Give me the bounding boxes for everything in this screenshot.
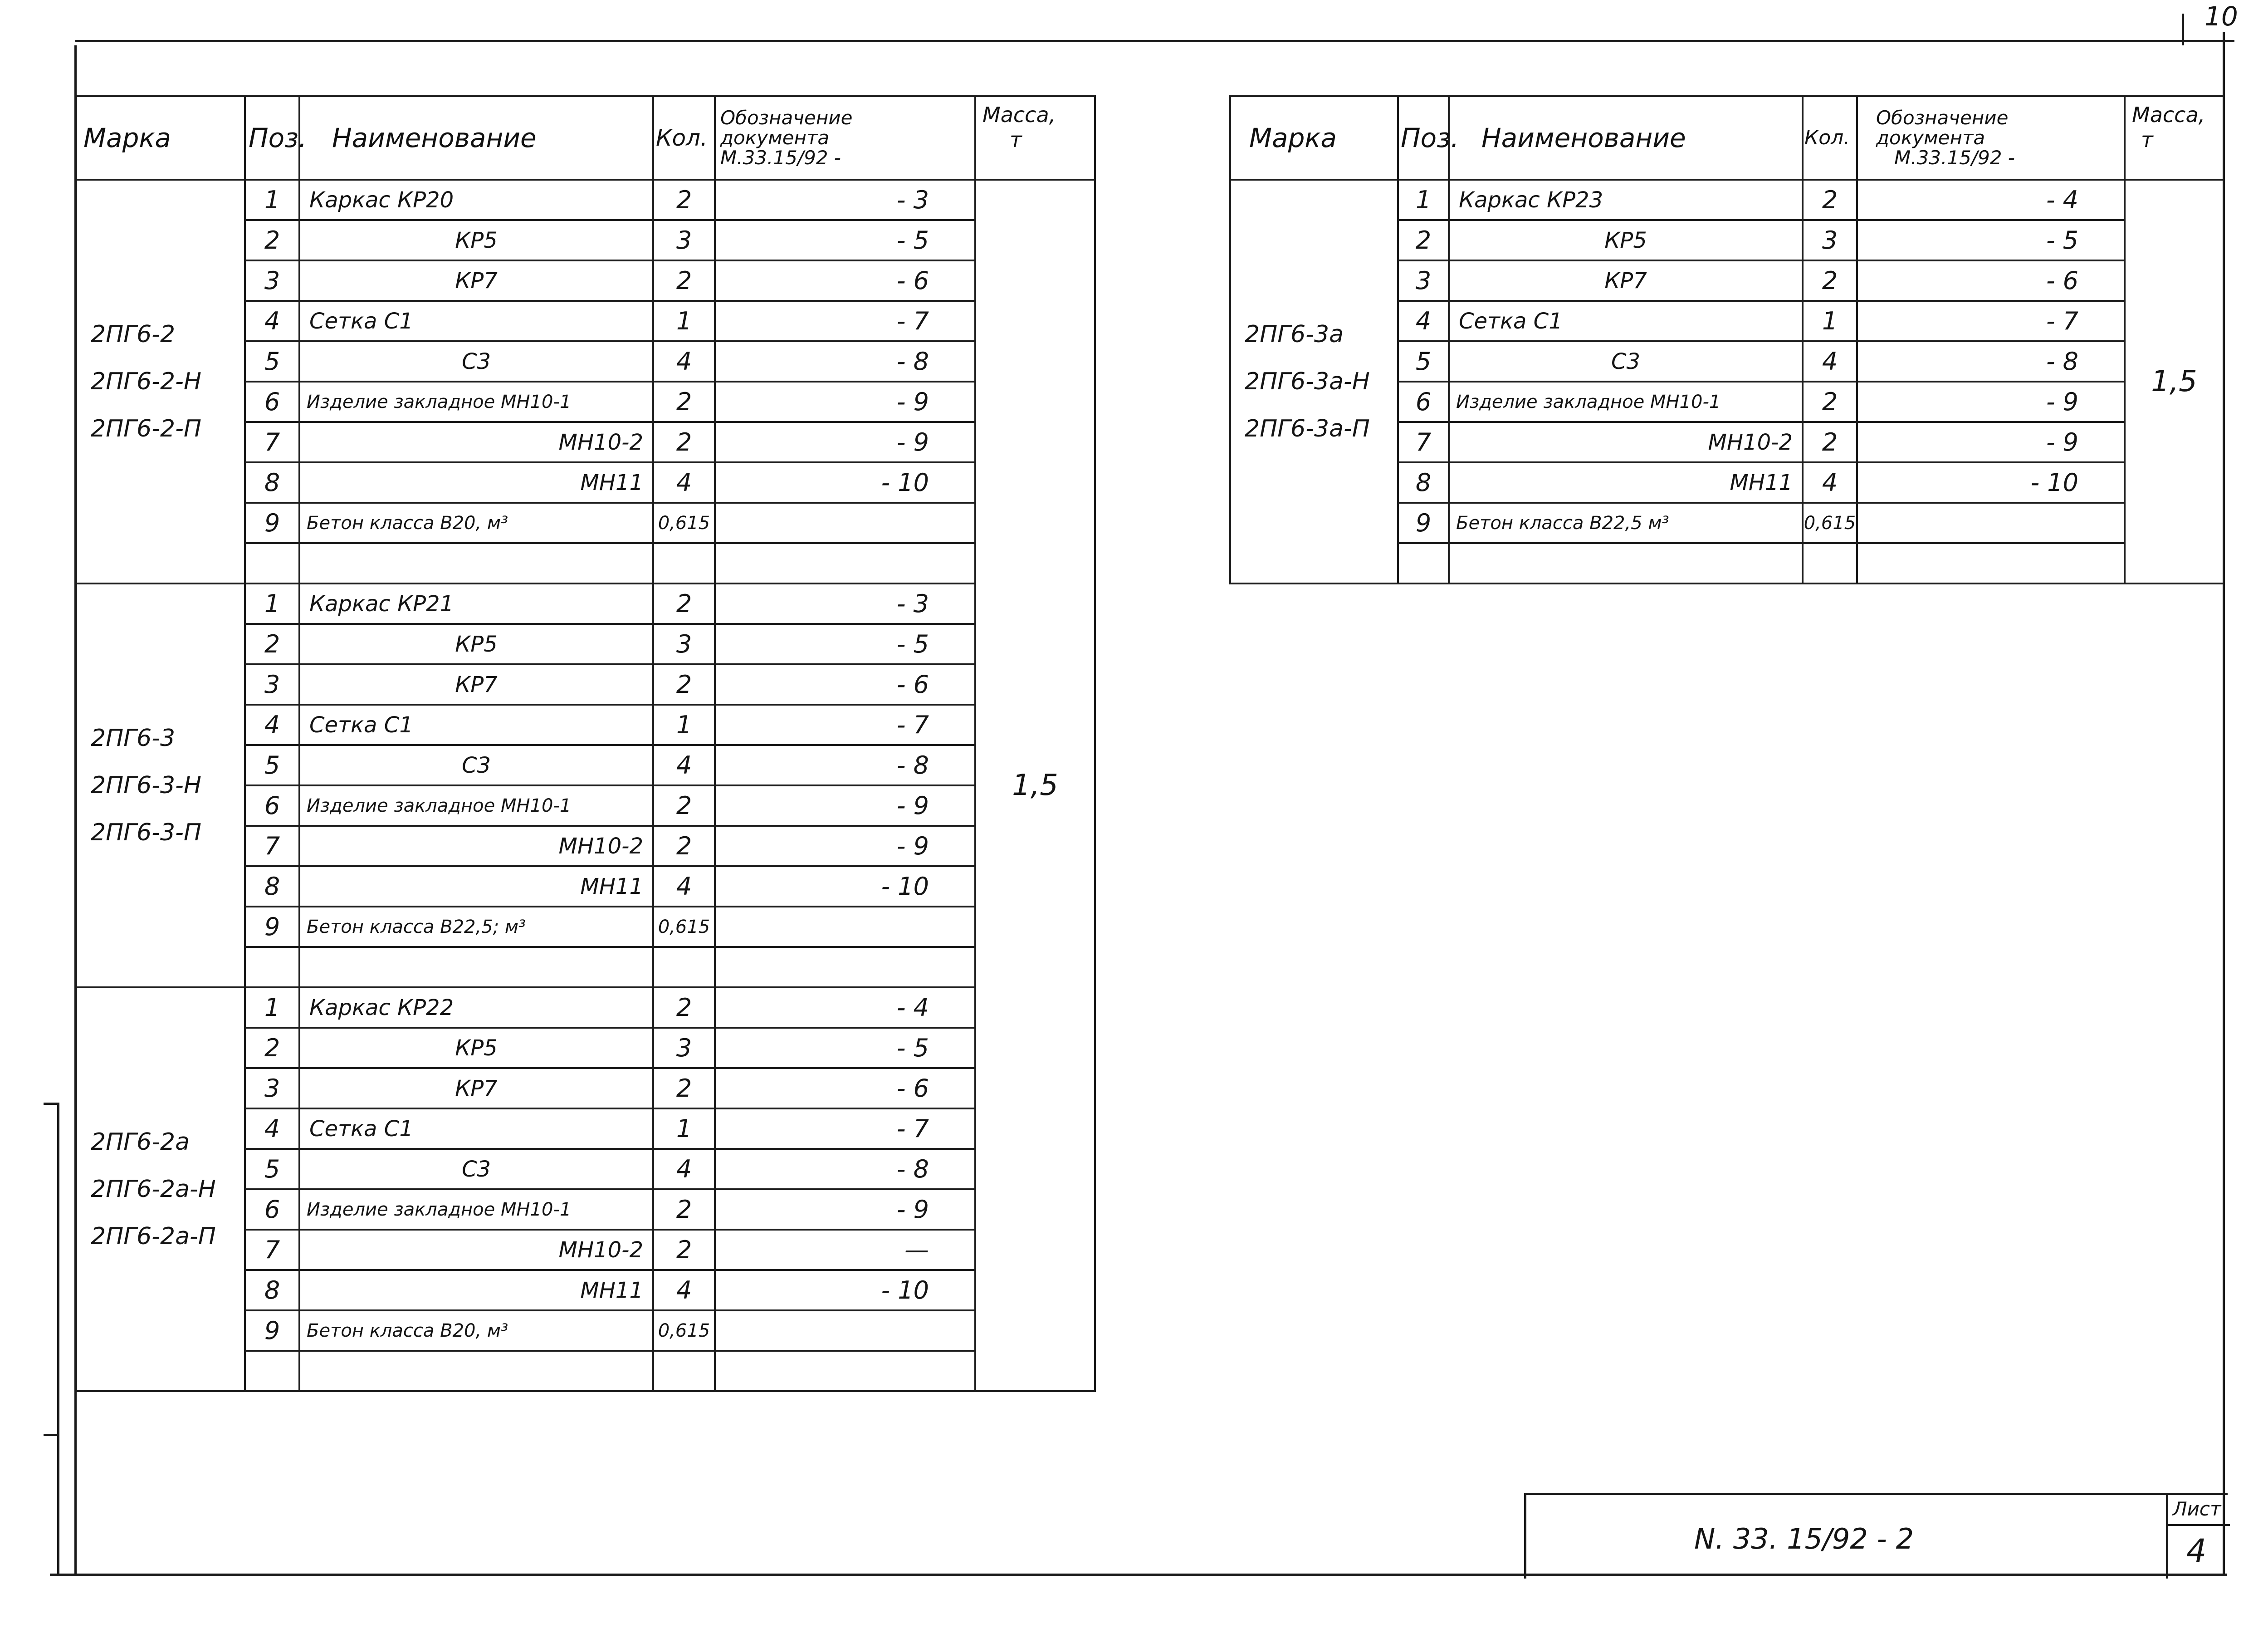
name-cell: Сетка С1 (299, 1108, 653, 1149)
corner-sheet-number: 10 (2204, 1, 2238, 32)
qty-cell: 2 (1803, 382, 1857, 422)
doc-cell: - 5 (715, 624, 975, 664)
pos-cell: 1 (1398, 180, 1449, 220)
qty-cell: 1 (1803, 301, 1857, 341)
qty-cell: 2 (653, 664, 715, 705)
doc-cell: - 8 (715, 1149, 975, 1189)
doc-cell: - 10 (715, 866, 975, 907)
doc-cell: - 8 (715, 745, 975, 785)
pos-cell: 2 (245, 624, 299, 664)
pos-cell: 6 (245, 785, 299, 826)
doc-cell: - 9 (715, 382, 975, 422)
table-row (76, 584, 1095, 624)
sheet-cell-divider (2168, 1524, 2230, 1526)
name-cell: Бетон класса В20, м³ (299, 1310, 653, 1351)
qty-cell: 1 (653, 301, 715, 341)
pos-cell: 7 (245, 422, 299, 462)
qty-cell: 2 (1803, 180, 1857, 220)
doc-cell: - 7 (715, 301, 975, 341)
doc-cell: - 6 (715, 664, 975, 705)
doc-cell: - 5 (715, 220, 975, 260)
pos-cell: 7 (1398, 422, 1449, 462)
header-mass (2125, 96, 2224, 180)
pos-cell: 9 (245, 1310, 299, 1351)
sheet-label: Лист (2173, 1498, 2221, 1520)
pos-cell: 1 (245, 180, 299, 220)
name-cell: Изделие закладное МН10-1 (299, 1189, 653, 1230)
header-mass-line-1: Масса, (982, 103, 1056, 127)
qty-cell: 2 (1803, 422, 1857, 462)
doc-cell (1857, 503, 2125, 543)
mark-cell (76, 987, 245, 1391)
doc-cell (715, 503, 975, 543)
doc-cell: - 7 (715, 1108, 975, 1149)
doc-cell (715, 1310, 975, 1351)
mark-label: 2ПГ6-3а-Н (1245, 368, 1370, 395)
name-cell: МН11 (1449, 462, 1803, 503)
empty-cell (299, 1351, 653, 1391)
mark-label: 2ПГ6-2а-П (91, 1223, 216, 1250)
header-pos: Поз. (1398, 96, 1449, 180)
header-doc-line-1: Обозначение (720, 106, 853, 129)
name-cell: МН11 (299, 462, 653, 503)
qty-cell: 2 (653, 260, 715, 301)
pos-cell: 2 (245, 220, 299, 260)
mass-cell: 1,5 (975, 180, 1095, 1391)
qty-cell: 2 (653, 180, 715, 220)
header-mark: Марка (76, 96, 245, 180)
pos-cell: 9 (1398, 503, 1449, 543)
qty-cell: 0,615 (1803, 503, 1857, 543)
pos-cell: 4 (1398, 301, 1449, 341)
pos-cell: 8 (1398, 462, 1449, 503)
doc-cell: - 6 (715, 1068, 975, 1108)
name-cell: КР7 (299, 664, 653, 705)
mark-label: 2ПГ6-2-Н (91, 368, 201, 395)
header-mark: Марка (1230, 96, 1398, 180)
doc-cell: - 7 (715, 705, 975, 745)
doc-cell: - 7 (1857, 301, 2125, 341)
header-mass-line-2: т (1010, 127, 1022, 152)
document-code: N. 33. 15/92 - 2 (1694, 1522, 1914, 1555)
pos-cell: 8 (245, 462, 299, 503)
doc-cell: - 3 (715, 180, 975, 220)
empty-cell (1857, 543, 2125, 584)
header-doc (1857, 96, 2125, 180)
doc-cell: - 9 (1857, 382, 2125, 422)
pos-cell: 5 (245, 1149, 299, 1189)
header-mass-line-1: Масса, (2132, 103, 2205, 127)
qty-cell: 2 (1803, 260, 1857, 301)
mark-label: 2ПГ6-2-П (91, 415, 201, 442)
binding-bracket-mid (44, 1434, 59, 1436)
mark-cell (76, 180, 245, 584)
table-row (76, 180, 1095, 220)
qty-cell: 4 (653, 1149, 715, 1189)
mass-cell: 1,5 (2125, 180, 2224, 584)
empty-cell (715, 543, 975, 584)
doc-cell: - 10 (715, 462, 975, 503)
empty-cell (245, 543, 299, 584)
name-cell: Сетка С1 (299, 301, 653, 341)
pos-cell: 3 (1398, 260, 1449, 301)
qty-cell: 3 (653, 220, 715, 260)
pos-cell: 7 (245, 826, 299, 866)
header-doc (715, 96, 975, 180)
header-qty: Кол. (1803, 96, 1857, 180)
name-cell: КР5 (299, 1028, 653, 1068)
doc-cell (715, 907, 975, 947)
name-cell: Бетон класса В20, м³ (299, 503, 653, 543)
name-cell: Сетка С1 (299, 705, 653, 745)
pos-cell: 5 (1398, 341, 1449, 382)
doc-cell: - 8 (1857, 341, 2125, 382)
name-cell: Каркас КР23 (1449, 180, 1803, 220)
doc-cell: - 4 (1857, 180, 2125, 220)
table-row (1230, 180, 2224, 220)
name-cell: МН10-2 (299, 826, 653, 866)
qty-cell: 2 (653, 584, 715, 624)
empty-cell (653, 1351, 715, 1391)
qty-cell: 4 (653, 866, 715, 907)
pos-cell: 2 (1398, 220, 1449, 260)
pos-cell: 7 (245, 1230, 299, 1270)
name-cell: Сетка С1 (1449, 301, 1803, 341)
qty-cell: 2 (653, 987, 715, 1028)
mark-label: 2ПГ6-2 (91, 321, 176, 348)
name-cell: Изделие закладное МН10-1 (1449, 382, 1803, 422)
pos-cell: 8 (245, 1270, 299, 1310)
spec-table-left (75, 95, 1096, 1392)
qty-cell: 2 (653, 826, 715, 866)
doc-cell: - 9 (715, 1189, 975, 1230)
name-cell: С3 (1449, 341, 1803, 382)
empty-cell (715, 1351, 975, 1391)
header-doc-line-2: документа (1876, 126, 1985, 149)
header-row (76, 96, 1095, 180)
sheet-number: 4 (2186, 1532, 2207, 1569)
header-row (1230, 96, 2224, 180)
empty-cell (715, 947, 975, 987)
header-qty: Кол. (653, 96, 715, 180)
empty-cell (245, 1351, 299, 1391)
qty-cell: 0,615 (653, 1310, 715, 1351)
doc-cell: - 9 (715, 785, 975, 826)
qty-cell: 2 (653, 382, 715, 422)
header-mass-line-2: т (2141, 127, 2153, 152)
pos-cell: 3 (245, 664, 299, 705)
doc-cell: - 10 (715, 1270, 975, 1310)
empty-cell (245, 947, 299, 987)
pos-cell: 5 (245, 745, 299, 785)
empty-cell (653, 543, 715, 584)
doc-cell: - 6 (715, 260, 975, 301)
mark-label: 2ПГ6-3-Н (91, 772, 201, 799)
doc-cell: - 6 (1857, 260, 2125, 301)
name-cell: МН11 (299, 866, 653, 907)
name-cell: Бетон класса В22,5; м³ (299, 907, 653, 947)
doc-cell: - 4 (715, 987, 975, 1028)
empty-cell (1449, 543, 1803, 584)
header-name: Наименование (1449, 96, 1803, 180)
pos-cell: 3 (245, 1068, 299, 1108)
name-cell: КР5 (299, 220, 653, 260)
qty-cell: 2 (653, 1230, 715, 1270)
pos-cell: 3 (245, 260, 299, 301)
doc-cell: - 9 (1857, 422, 2125, 462)
mark-label: 2ПГ6-3а (1245, 321, 1344, 348)
pos-cell: 4 (245, 1108, 299, 1149)
empty-cell (1398, 543, 1449, 584)
binding-bracket-vertical (57, 1103, 59, 1576)
mark-label: 2ПГ6-3а-П (1245, 415, 1370, 442)
mark-label: 2ПГ6-2а (91, 1128, 190, 1156)
header-doc-line-2: документа (720, 126, 830, 149)
table-row (76, 987, 1095, 1028)
name-cell: Изделие закладное МН10-1 (299, 382, 653, 422)
doc-cell: - 3 (715, 584, 975, 624)
binding-bracket-top (44, 1103, 59, 1105)
qty-cell: 2 (653, 1189, 715, 1230)
pos-cell: 1 (245, 584, 299, 624)
empty-cell (1803, 543, 1857, 584)
name-cell: КР7 (299, 1068, 653, 1108)
mark-label: 2ПГ6-2а-Н (91, 1176, 216, 1203)
doc-cell: - 8 (715, 341, 975, 382)
name-cell: МН10-2 (299, 1230, 653, 1270)
qty-cell: 4 (1803, 462, 1857, 503)
qty-cell: 3 (653, 624, 715, 664)
qty-cell: 3 (1803, 220, 1857, 260)
name-cell: Каркас КР22 (299, 987, 653, 1028)
qty-cell: 3 (653, 1028, 715, 1068)
qty-cell: 2 (653, 1068, 715, 1108)
name-cell: Бетон класса В22,5 м³ (1449, 503, 1803, 543)
header-doc-line-1: Обозначение (1876, 106, 2009, 129)
pos-cell: 8 (245, 866, 299, 907)
empty-cell (299, 543, 653, 584)
name-cell: С3 (299, 1149, 653, 1189)
doc-cell: — (715, 1230, 975, 1270)
name-cell: МН10-2 (1449, 422, 1803, 462)
name-cell: МН10-2 (299, 422, 653, 462)
name-cell: С3 (299, 745, 653, 785)
title-block (1524, 1493, 2228, 1579)
name-cell: КР5 (299, 624, 653, 664)
empty-cell (653, 947, 715, 987)
name-cell: Каркас КР20 (299, 180, 653, 220)
pos-cell: 6 (245, 1189, 299, 1230)
name-cell: С3 (299, 341, 653, 382)
mark-cell (76, 584, 245, 987)
doc-cell: - 9 (715, 422, 975, 462)
pos-cell: 1 (245, 987, 299, 1028)
mark-cell (1230, 180, 1398, 584)
qty-cell: 1 (653, 1108, 715, 1149)
pos-cell: 6 (245, 382, 299, 422)
doc-cell: - 5 (1857, 220, 2125, 260)
pos-cell: 9 (245, 503, 299, 543)
pos-cell: 6 (1398, 382, 1449, 422)
frame-top-line (75, 40, 2234, 42)
name-cell: Каркас КР21 (299, 584, 653, 624)
mark-label: 2ПГ6-3 (91, 725, 176, 752)
spec-table-right (1229, 95, 2224, 584)
qty-cell: 0,615 (653, 907, 715, 947)
header-doc-line-3: М.33.15/92 - (1894, 147, 2015, 169)
header-doc-line-3: М.33.15/92 - (720, 147, 841, 169)
name-cell: Изделие закладное МН10-1 (299, 785, 653, 826)
qty-cell: 4 (653, 341, 715, 382)
empty-cell (299, 947, 653, 987)
qty-cell: 0,615 (653, 503, 715, 543)
header-name: Наименование (299, 96, 653, 180)
pos-cell: 9 (245, 907, 299, 947)
frame-corner-tick (2182, 14, 2184, 45)
qty-cell: 4 (653, 745, 715, 785)
qty-cell: 1 (653, 705, 715, 745)
name-cell: МН11 (299, 1270, 653, 1310)
doc-cell: - 5 (715, 1028, 975, 1068)
name-cell: КР7 (299, 260, 653, 301)
qty-cell: 4 (653, 462, 715, 503)
name-cell: КР7 (1449, 260, 1803, 301)
name-cell: КР5 (1449, 220, 1803, 260)
mark-label: 2ПГ6-3-П (91, 819, 201, 846)
pos-cell: 4 (245, 705, 299, 745)
sheet-number-cell (2166, 1495, 2230, 1579)
pos-cell: 5 (245, 341, 299, 382)
header-mass (975, 96, 1095, 180)
doc-cell: - 10 (1857, 462, 2125, 503)
qty-cell: 2 (653, 422, 715, 462)
qty-cell: 4 (1803, 341, 1857, 382)
pos-cell: 4 (245, 301, 299, 341)
qty-cell: 4 (653, 1270, 715, 1310)
qty-cell: 2 (653, 785, 715, 826)
doc-cell: - 9 (715, 826, 975, 866)
pos-cell: 2 (245, 1028, 299, 1068)
header-pos: Поз. (245, 96, 299, 180)
